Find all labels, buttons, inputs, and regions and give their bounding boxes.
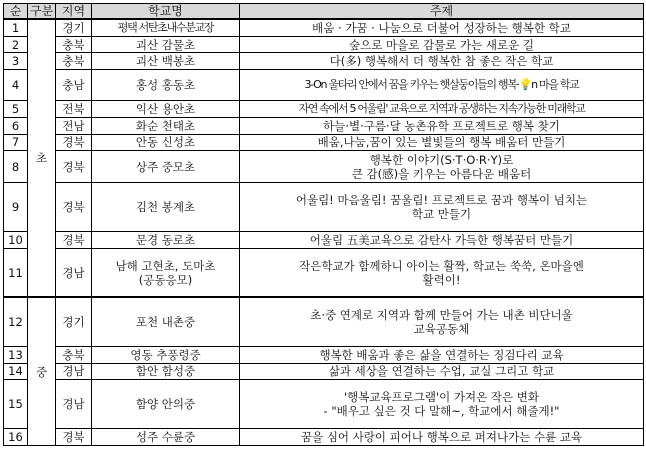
row-school: 안동 신성초 bbox=[92, 134, 240, 151]
header-school: 학교명 bbox=[92, 4, 240, 20]
table-row bbox=[4, 297, 644, 346]
row-number: 8 bbox=[4, 151, 28, 183]
row-region: 경기 bbox=[56, 297, 92, 346]
table-row bbox=[4, 232, 644, 249]
table-row bbox=[4, 117, 644, 134]
theme-line: 작은학교가 함께하니 아이는 활짝, 학교는 쑥쑥, 온마을엔 bbox=[299, 258, 584, 273]
row-theme: 다(多) 행복해서 더 행복한 참 좋은 작은 학교 bbox=[240, 53, 644, 70]
row-region: 경북 bbox=[56, 183, 92, 232]
table-row bbox=[4, 249, 644, 298]
row-school: 평택 서탄초내수분교장 bbox=[92, 19, 240, 36]
row-school: 홍성 홍동초 bbox=[92, 70, 240, 101]
table-row bbox=[4, 70, 644, 101]
table-row bbox=[4, 134, 644, 151]
row-number: 5 bbox=[4, 101, 28, 118]
row-theme: 배움,나눔,꿈이 있는 별빛들의 행복 배움터 만들기 bbox=[240, 134, 644, 151]
row-region: 전남 bbox=[56, 117, 92, 134]
row-theme bbox=[240, 151, 644, 183]
header-row bbox=[4, 4, 644, 20]
table-row bbox=[4, 346, 644, 363]
row-region: 전북 bbox=[56, 101, 92, 118]
theme-line: 어울림! 마음울림! 꿈울림! 프로젝트로 꿈과 행복이 넘치는 bbox=[295, 193, 588, 208]
row-region: 충북 bbox=[56, 53, 92, 70]
row-number: 11 bbox=[4, 249, 28, 298]
row-region: 경남 bbox=[56, 380, 92, 429]
theme-line: 초·중 연계로 지역과 함께 만들어 가는 내촌 비단너울 bbox=[310, 308, 573, 323]
row-theme: 하늘·별·구름·달 농촌유학 프로젝트로 행복 찾기 bbox=[240, 117, 644, 134]
school-line: (공동응모) bbox=[138, 272, 193, 287]
row-theme: 자연 속에서 5 어울림' 교육으로 지역과 공생하는 지속가능한 미래학교 bbox=[240, 101, 644, 118]
table-row bbox=[4, 53, 644, 70]
row-region: 충남 bbox=[56, 70, 92, 101]
row-number: 1 bbox=[4, 19, 28, 36]
row-theme: 배움 · 가꿈 · 나눔으로 더불어 성장하는 행복한 학교 bbox=[240, 19, 644, 36]
school-line: 남해 고현초, 도마초 bbox=[115, 258, 216, 273]
table-row bbox=[4, 19, 644, 36]
table-row bbox=[4, 151, 644, 183]
row-number: 10 bbox=[4, 232, 28, 249]
row-school: 함양 안의중 bbox=[92, 380, 240, 429]
header-theme: 주제 bbox=[240, 4, 644, 20]
theme-line: - "배우고 싶은 것 다 말해~, 학교에서 해줄게!" bbox=[323, 404, 560, 419]
row-school: 포천 내촌중 bbox=[92, 297, 240, 346]
school-theme-table bbox=[3, 3, 644, 446]
row-number: 4 bbox=[4, 70, 28, 101]
row-school: 문경 동로초 bbox=[92, 232, 240, 249]
header-level: 구분 bbox=[28, 4, 56, 20]
theme-line: '행복교육프로그램'이 가져온 작은 변화 bbox=[343, 390, 540, 405]
row-number: 2 bbox=[4, 36, 28, 53]
row-school: 함안 함성중 bbox=[92, 363, 240, 380]
table-row bbox=[4, 380, 644, 429]
row-region: 경북 bbox=[56, 429, 92, 446]
table-row bbox=[4, 429, 644, 446]
row-number: 13 bbox=[4, 346, 28, 363]
row-region: 경북 bbox=[56, 134, 92, 151]
table-row bbox=[4, 101, 644, 118]
row-school: 영동 추풍령중 bbox=[92, 346, 240, 363]
row-theme: 숲으로 마을로 감물로 가는 새로운 길 bbox=[240, 36, 644, 53]
row-school bbox=[92, 249, 240, 298]
row-number: 16 bbox=[4, 429, 28, 446]
row-region: 경기 bbox=[56, 19, 92, 36]
row-school: 익산 용안초 bbox=[92, 101, 240, 118]
row-number: 15 bbox=[4, 380, 28, 429]
header-no: 순 bbox=[4, 4, 28, 20]
row-theme: 3-On 울타리 안에서 꿈을 키우는 햇살둥이들의 행복·💡n 마을 학교 bbox=[240, 70, 644, 101]
row-theme bbox=[240, 249, 644, 298]
row-number: 7 bbox=[4, 134, 28, 151]
row-number: 3 bbox=[4, 53, 28, 70]
row-school: 성주 수륜중 bbox=[92, 429, 240, 446]
row-region: 경북 bbox=[56, 232, 92, 249]
row-number: 9 bbox=[4, 183, 28, 232]
row-region: 충북 bbox=[56, 36, 92, 53]
row-theme: 어울림 五美교육으로 감탄사 가득한 행복꿈터 만들기 bbox=[240, 232, 644, 249]
row-theme bbox=[240, 183, 644, 232]
row-school: 괴산 감물초 bbox=[92, 36, 240, 53]
row-school: 김천 봉계초 bbox=[92, 183, 240, 232]
row-region: 경북 bbox=[56, 151, 92, 183]
table-row bbox=[4, 36, 644, 53]
theme-line: 교육공동체 bbox=[413, 322, 470, 337]
row-number: 6 bbox=[4, 117, 28, 134]
row-theme bbox=[240, 380, 644, 429]
row-region: 충북 bbox=[56, 346, 92, 363]
theme-line: 학교 만들기 bbox=[411, 207, 472, 222]
row-number: 14 bbox=[4, 363, 28, 380]
row-school: 상주 중모초 bbox=[92, 151, 240, 183]
row-theme: 행복한 배움과 좋은 삶을 연결하는 징검다리 교육 bbox=[240, 346, 644, 363]
row-region: 경남 bbox=[56, 363, 92, 380]
row-theme: 꿈을 심어 사랑이 피어나 행복으로 퍼져나가는 수륜 교육 bbox=[240, 429, 644, 446]
table-row bbox=[4, 363, 644, 380]
row-school: 화순 천태초 bbox=[92, 117, 240, 134]
table-row bbox=[4, 183, 644, 232]
row-theme bbox=[240, 297, 644, 346]
theme-line: 큰 감(感)을 키우는 아름다운 배움터 bbox=[351, 166, 532, 181]
header-region: 지역 bbox=[56, 4, 92, 20]
row-number: 12 bbox=[4, 297, 28, 346]
theme-line: 행복한 이야기(S·T·O·R·Y)로 bbox=[369, 152, 514, 167]
row-school: 괴산 백봉초 bbox=[92, 53, 240, 70]
row-region: 경남 bbox=[56, 249, 92, 298]
level-elementary: 초 bbox=[28, 19, 56, 297]
theme-line: 활력이! bbox=[422, 272, 461, 287]
row-theme: 삶과 세상을 연결하는 수업, 교실 그리고 학교 bbox=[240, 363, 644, 380]
level-middle: 중 bbox=[28, 297, 56, 445]
